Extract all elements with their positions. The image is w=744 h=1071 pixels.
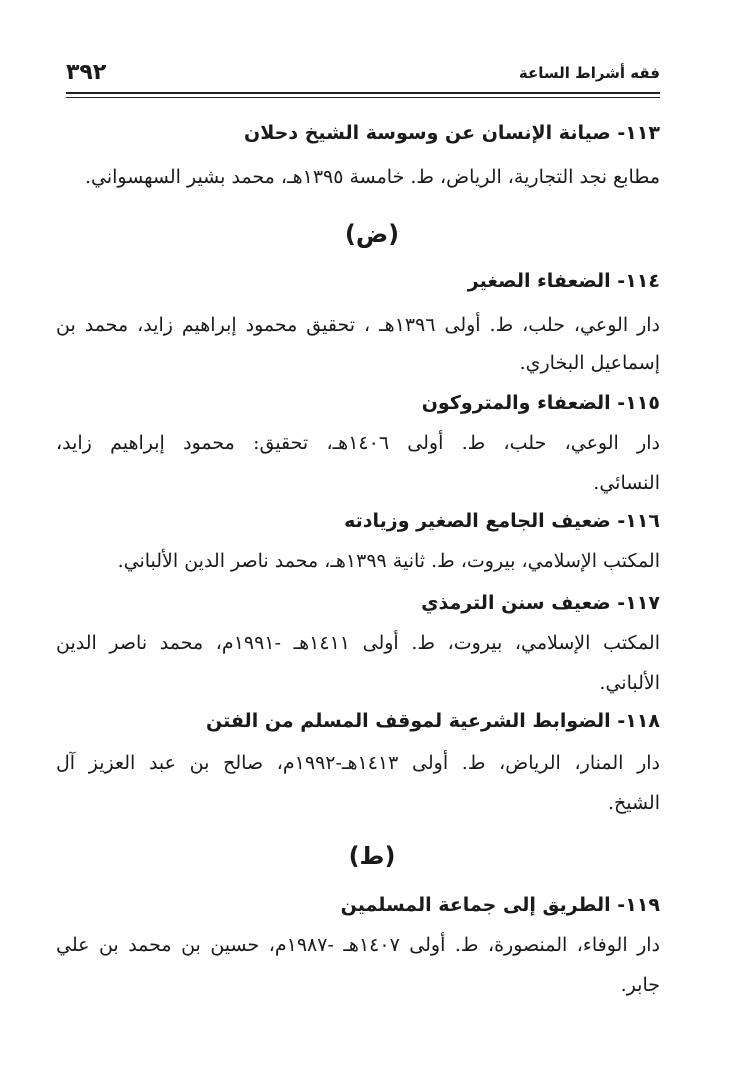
entry-title-118: ١١٨- الضوابط الشرعية لموقف المسلم من الفتن: [206, 710, 660, 732]
header-rule-thin: [66, 97, 660, 98]
page-header: [66, 58, 660, 90]
entry-line-119-2: جابر.: [620, 974, 660, 996]
entry-line-115-1: دار الوعي، حلب، ط. أولى ١٤٠٦هـ، تحقيق: محمود إبراهيم زايد،: [56, 432, 660, 454]
entry-line-118-1: دار المنار، الرياض، ط. أولى ١٤١٣هـ-١٩٩٢م، صالح بن عبد العزيز آل: [56, 752, 660, 774]
page-number: ٣٩٢: [66, 60, 107, 85]
entry-line-118-2: الشيخ.: [607, 792, 660, 814]
entry-line-114-1: دار الوعي، حلب، ط. أولى ١٣٩٦هـ ، تحقيق محمود إبراهيم زايد، محمد بن: [56, 314, 660, 336]
section-heading-ta: (ط): [348, 842, 396, 870]
entry-line-116-1: المكتب الإسلامي، بيروت، ط. ثانية ١٣٩٩هـ، محمد ناصر الدين الألباني.: [117, 550, 660, 572]
entry-line-119-1: دار الوفاء، المنصورة، ط. أولى ١٤٠٧هـ -١٩٨٧م، حسين بن محمد بن علي: [56, 934, 661, 956]
entry-title-116: ١١٦- ضعيف الجامع الصغير وزيادته: [344, 510, 660, 532]
entry-line-113-1: مطابع نجد التجارية، الرياض، ط. خامسة ١٣٩٥هـ، محمد بشير السهسواني.: [84, 166, 660, 188]
section-heading-dad: (ض): [344, 220, 400, 248]
entry-line-117-1: المكتب الإسلامي، بيروت، ط. أولى ١٤١١هـ -١٩٩١م، محمد ناصر الدين: [56, 632, 660, 654]
entry-title-117: ١١٧- ضعيف سنن الترمذي: [421, 592, 660, 614]
entry-title-114: ١١٤- الضعفاء الصغير: [467, 270, 660, 292]
entry-title-119: ١١٩- الطريق إلى جماعة المسلمين: [340, 894, 660, 916]
entry-line-117-2: الألباني.: [599, 672, 660, 694]
entry-line-114-2: إسماعيل البخاري.: [519, 352, 660, 374]
entry-line-115-2: النسائي.: [593, 472, 660, 494]
running-title: فقه أشراط الساعة: [518, 64, 660, 82]
header-rule-thick: [66, 92, 660, 94]
entry-title-115: ١١٥- الضعفاء والمتروكون: [421, 392, 660, 414]
entry-title-113: ١١٣- صيانة الإنسان عن وسوسة الشيخ دحلان: [244, 122, 660, 144]
